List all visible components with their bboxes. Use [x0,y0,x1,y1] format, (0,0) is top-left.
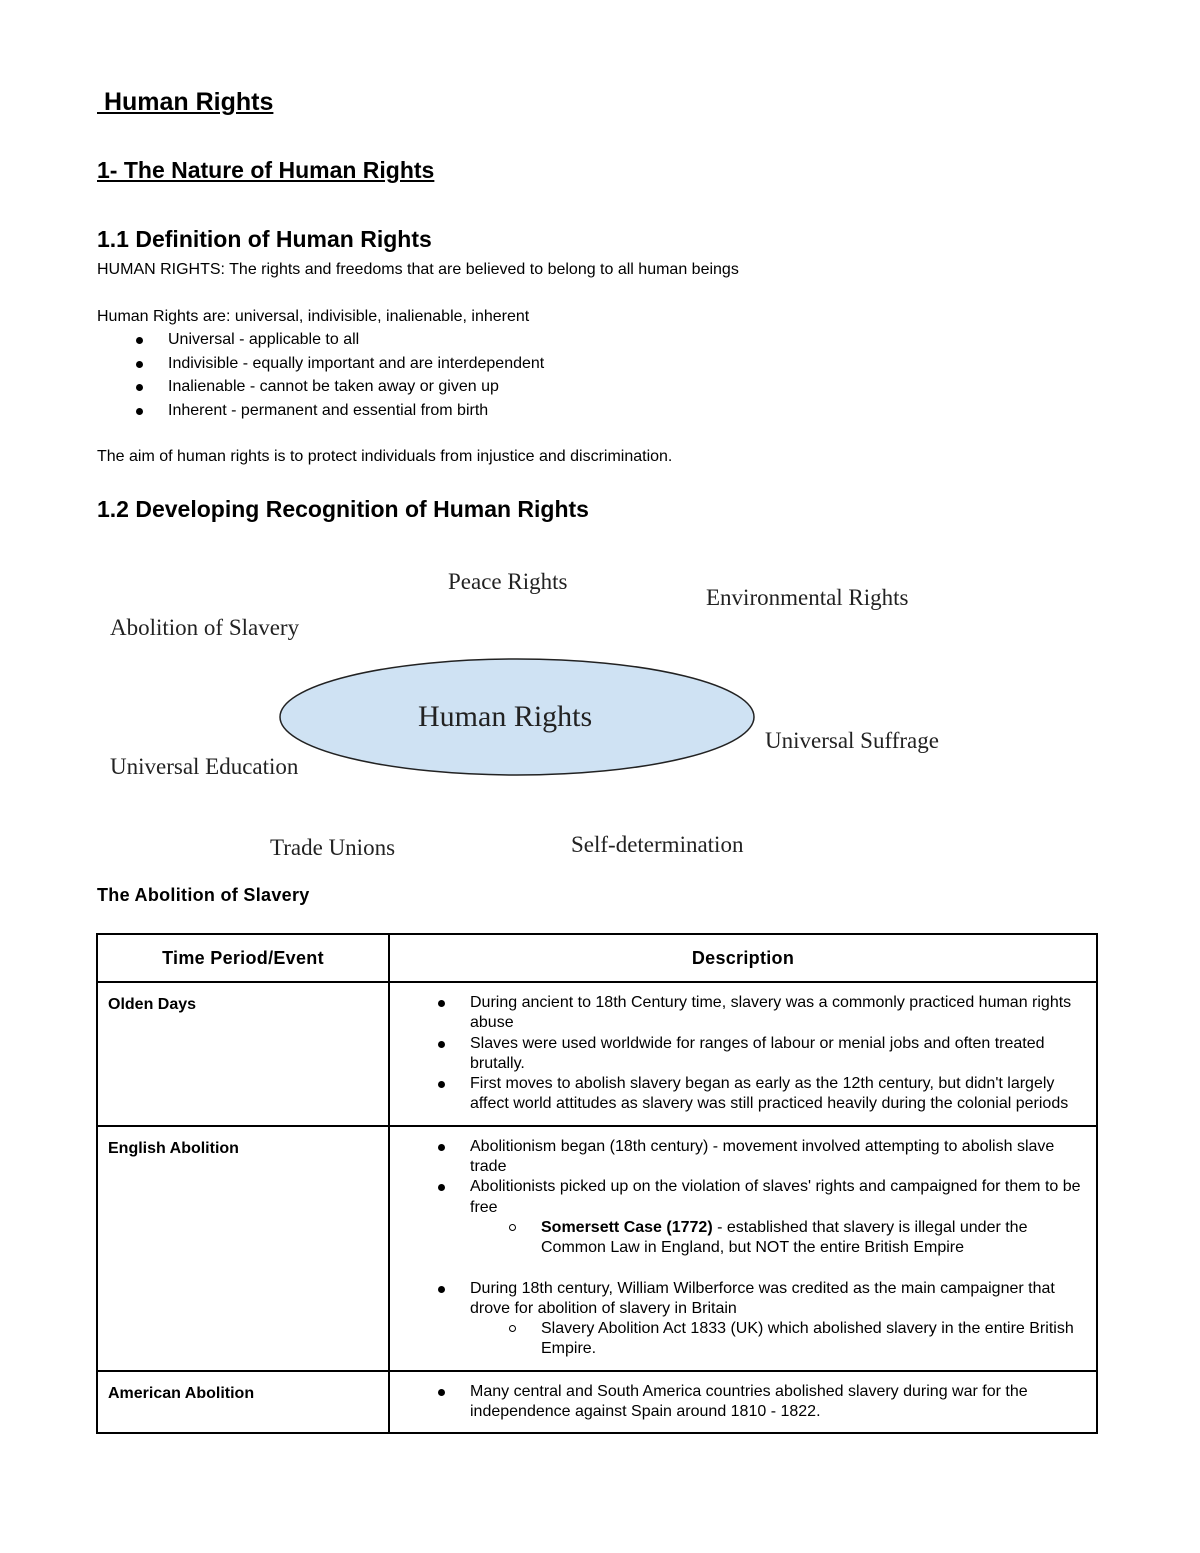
aim-text: The aim of human rights is to protect individuals from injustice and discrimination. [97,448,673,465]
list-item: Indivisible - equally important and are interdependent [97,352,544,376]
case-description: - established that slavery is illegal under the Common Law in England, but NOT the entire British Empire [541,1218,1028,1257]
list-item-text: Abolitionists picked up on the violation of slaves' rights and campaigned for them to be free [470,1178,1081,1216]
list-item [390,1279,1082,1360]
characteristics-intro: Human Rights are: universal, indivisible, inalienable, inherent [97,308,530,325]
event-cell: English Abolition [97,1126,389,1371]
sub-list-item: Slavery Abolition Act 1833 (UK) which abolished slavery in the entire British Empire. [470,1319,1082,1360]
table-header-row [97,934,1097,982]
diagram-label-environmental: Environmental Rights [706,585,909,610]
description-cell [389,1371,1097,1434]
diagram-label-unions: Trade Unions [270,835,396,860]
table-row [97,1371,1097,1434]
list-item: Abolitionism began (18th century) - movement involved attempting to abolish slave trade [390,1137,1082,1178]
diagram-center-label: Human Rights [418,700,593,733]
section-heading-nature: 1- The Nature of Human Rights [97,157,435,183]
diagram-label-self-determination: Self-determination [571,832,744,857]
diagram-label-education: Universal Education [110,754,299,779]
list-item: Inalienable - cannot be taken away or given up [97,375,544,399]
list-item: Slaves were used worldwide for ranges of labour or menial jobs and often treated brutally. [390,1034,1082,1075]
list-item [390,1177,1082,1258]
column-header-description: Description [389,934,1097,982]
diagram-label-suffrage: Universal Suffrage [765,728,939,753]
case-name: Somersett Case (1772) [541,1218,713,1236]
diagram-label-peace: Peace Rights [448,569,568,594]
event-cell: Olden Days [97,982,389,1126]
characteristics-list [97,328,544,422]
abolition-table [96,933,1098,1434]
definition-text: HUMAN RIGHTS: The rights and freedoms that are believed to belong to all human beings [97,261,739,278]
section-heading-definition: 1.1 Definition of Human Rights [97,226,432,252]
list-item: Many central and South America countries abolished slavery during war for the independence against Spain around 1810 - 1822. [390,1382,1082,1423]
page-title: Human Rights [97,88,274,116]
sub-list-item [470,1218,1082,1259]
abolition-heading: The Abolition of Slavery [97,885,310,905]
table-row [97,982,1097,1126]
list-item-text: During 18th century, William Wilberforce was credited as the main campaigner that drove for abolition of slavery in Britain [470,1279,1055,1317]
section-heading-recognition: 1.2 Developing Recognition of Human Rights [97,496,589,522]
column-header-event: Time Period/Event [97,934,389,982]
list-item: Inherent - permanent and essential from birth [97,399,544,423]
list-item: Universal - applicable to all [97,328,544,352]
event-cell: American Abolition [97,1371,389,1434]
list-item: First moves to abolish slavery began as early as the 12th century, but didn't largely affect world attitudes as slavery was still practiced heavily during the colonial periods [390,1074,1082,1115]
table-row [97,1126,1097,1371]
diagram-label-slavery: Abolition of Slavery [110,615,300,640]
description-cell [389,1126,1097,1371]
list-item: During ancient to 18th Century time, slavery was a commonly practiced human rights abuse [390,993,1082,1034]
description-cell [389,982,1097,1126]
